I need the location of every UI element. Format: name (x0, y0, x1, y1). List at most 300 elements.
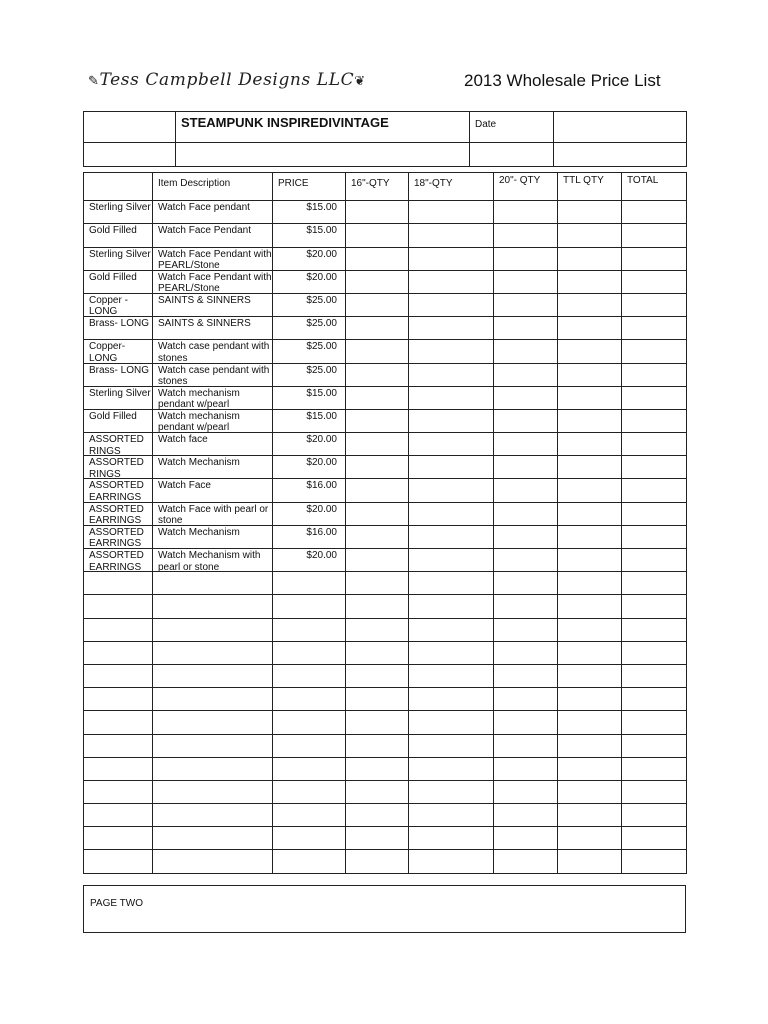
blank-cell[interactable] (494, 664, 558, 687)
quantity-input-cell[interactable] (558, 247, 622, 270)
blank-cell[interactable] (346, 827, 409, 850)
item-price-cell (273, 409, 346, 432)
column-header-label: 18"-QTY (414, 178, 453, 189)
blank-cell[interactable] (494, 641, 558, 664)
blank-cell[interactable] (622, 780, 687, 803)
blank-cell[interactable] (558, 688, 622, 711)
item-price: $16.00 (306, 480, 337, 492)
quantity-input-cell[interactable] (494, 525, 558, 548)
quantity-input-cell[interactable] (346, 340, 409, 363)
blank-cell[interactable] (558, 641, 622, 664)
blank-row (84, 711, 687, 734)
item-material: Copper - LONG (89, 294, 128, 316)
table-row (84, 386, 687, 409)
blank-cell[interactable] (84, 711, 153, 734)
blank-row (84, 780, 687, 803)
blank-cell[interactable] (273, 664, 346, 687)
item-price-cell (273, 317, 346, 340)
quantity-input-cell[interactable] (346, 317, 409, 340)
item-price-cell (273, 456, 346, 479)
blank-cell[interactable] (153, 850, 273, 873)
blank-cell[interactable] (622, 850, 687, 873)
item-material: ASSORTED EARRINGS (89, 550, 144, 571)
blank-cell[interactable] (346, 734, 409, 757)
blank-cell[interactable] (153, 757, 273, 780)
blank-cell[interactable] (494, 688, 558, 711)
quantity-input-cell[interactable] (622, 247, 687, 270)
item-material-cell (84, 317, 153, 340)
item-material-cell (84, 247, 153, 270)
quantity-input-cell[interactable] (346, 293, 409, 316)
item-price-cell (273, 270, 346, 293)
item-material-cell (84, 363, 153, 386)
blank-cell[interactable] (494, 711, 558, 734)
blank-cell[interactable] (409, 688, 494, 711)
blank-cell[interactable] (346, 711, 409, 734)
column-header-label: PRICE (278, 178, 309, 189)
quantity-input-cell[interactable] (494, 456, 558, 479)
blank-cell[interactable] (558, 757, 622, 780)
table-row (84, 340, 687, 363)
blank-cell[interactable] (153, 572, 273, 595)
item-price: $25.00 (306, 294, 337, 306)
blank-cell[interactable] (622, 734, 687, 757)
item-material-cell (84, 525, 153, 548)
blank-cell[interactable] (346, 688, 409, 711)
blank-cell[interactable] (273, 757, 346, 780)
blank-cell[interactable] (84, 827, 153, 850)
quantity-input-cell[interactable] (346, 433, 409, 456)
item-description: Watch face (158, 434, 208, 446)
quantity-input-cell[interactable] (622, 363, 687, 386)
date-label: Date (470, 112, 554, 143)
quantity-input-cell[interactable] (346, 247, 409, 270)
blank-cell[interactable] (622, 711, 687, 734)
blank-row (84, 734, 687, 757)
blank-cell[interactable] (409, 618, 494, 641)
blank-cell[interactable] (622, 664, 687, 687)
quantity-input-cell[interactable] (409, 456, 494, 479)
column-header (409, 173, 494, 201)
item-price: $20.00 (306, 434, 337, 446)
quantity-input-cell[interactable] (494, 386, 558, 409)
table-row (84, 409, 687, 432)
quantity-input-cell[interactable] (494, 270, 558, 293)
quantity-input-cell[interactable] (494, 293, 558, 316)
item-description-cell (153, 409, 273, 432)
column-header (153, 173, 273, 201)
quantity-input-cell[interactable] (622, 201, 687, 224)
blank-cell[interactable] (273, 780, 346, 803)
item-material: Copper- LONG (89, 341, 126, 363)
blank-row (84, 757, 687, 780)
blank-cell[interactable] (84, 572, 153, 595)
blank-cell[interactable] (494, 618, 558, 641)
blank-cell[interactable] (409, 757, 494, 780)
item-price: $25.00 (306, 318, 337, 330)
column-header-label: 16"-QTY (351, 178, 390, 189)
item-price-cell (273, 201, 346, 224)
item-material: Brass- LONG (89, 318, 150, 330)
blank-cell[interactable] (153, 641, 273, 664)
blank-cell[interactable] (409, 734, 494, 757)
item-material: ASSORTED EARRINGS (89, 526, 144, 548)
quantity-input-cell[interactable] (622, 386, 687, 409)
blank-cell[interactable] (558, 804, 622, 827)
column-header (558, 173, 622, 201)
quantity-input-cell[interactable] (494, 201, 558, 224)
item-material: Brass- LONG (89, 364, 150, 376)
item-material-cell (84, 201, 153, 224)
blank-cell[interactable] (346, 641, 409, 664)
quantity-input-cell[interactable] (409, 270, 494, 293)
blank-row (84, 827, 687, 850)
item-description: Watch Face (158, 480, 211, 492)
quantity-input-cell[interactable] (409, 479, 494, 502)
quantity-input-cell[interactable] (622, 340, 687, 363)
quantity-input-cell[interactable] (494, 549, 558, 572)
item-material: Sterling Silver (89, 387, 151, 399)
blank-cell[interactable] (273, 804, 346, 827)
quantity-input-cell[interactable] (346, 201, 409, 224)
blank-cell[interactable] (346, 850, 409, 873)
blank-cell[interactable] (273, 641, 346, 664)
quantity-input-cell[interactable] (622, 409, 687, 432)
item-price: $25.00 (306, 341, 337, 353)
order-info-table (83, 111, 687, 167)
blank-cell[interactable] (558, 664, 622, 687)
blank-cell[interactable] (273, 827, 346, 850)
blank-row (84, 618, 687, 641)
item-price-cell (273, 433, 346, 456)
quantity-input-cell[interactable] (409, 409, 494, 432)
quantity-input-cell[interactable] (346, 224, 409, 247)
item-material: Gold Filled (89, 225, 137, 237)
item-price: $20.00 (306, 503, 337, 515)
quantity-input-cell[interactable] (494, 224, 558, 247)
order-info-cell[interactable] (470, 143, 554, 167)
order-info-cell[interactable] (84, 143, 176, 167)
blank-cell[interactable] (409, 595, 494, 618)
quantity-input-cell[interactable] (494, 433, 558, 456)
date-field[interactable] (554, 112, 687, 143)
item-description-cell (153, 224, 273, 247)
column-header-label: Item Description (158, 178, 231, 189)
item-description: SAINTS & SINNERS (158, 318, 251, 330)
blank-cell[interactable] (346, 618, 409, 641)
quantity-input-cell[interactable] (346, 502, 409, 525)
column-header (84, 173, 153, 201)
column-header (494, 173, 558, 201)
item-price-cell (273, 479, 346, 502)
table-row (84, 456, 687, 479)
blank-cell[interactable] (409, 664, 494, 687)
quantity-input-cell[interactable] (409, 363, 494, 386)
item-price: $20.00 (306, 457, 337, 469)
blank-cell[interactable] (558, 595, 622, 618)
quantity-input-cell[interactable] (558, 409, 622, 432)
quantity-input-cell[interactable] (346, 525, 409, 548)
blank-cell[interactable] (84, 780, 153, 803)
quantity-input-cell[interactable] (494, 409, 558, 432)
item-price-cell (273, 340, 346, 363)
blank-cell[interactable] (346, 572, 409, 595)
blank-cell[interactable] (494, 734, 558, 757)
item-material-cell (84, 479, 153, 502)
item-description: Watch Face pendant (158, 202, 250, 214)
table-row (84, 247, 687, 270)
blank-cell[interactable] (558, 780, 622, 803)
blank-cell[interactable] (346, 780, 409, 803)
quantity-input-cell[interactable] (409, 293, 494, 316)
blank-cell[interactable] (494, 827, 558, 850)
item-description-cell (153, 502, 273, 525)
item-description: Watch Mechanism (158, 457, 240, 469)
blank-cell[interactable] (622, 827, 687, 850)
column-header-label: TOTAL (627, 175, 659, 186)
blank-cell[interactable] (84, 804, 153, 827)
quantity-input-cell[interactable] (558, 224, 622, 247)
table-row (84, 433, 687, 456)
item-price: $20.00 (306, 271, 337, 283)
quantity-input-cell[interactable] (558, 479, 622, 502)
quantity-input-cell[interactable] (494, 340, 558, 363)
quantity-input-cell[interactable] (409, 502, 494, 525)
quantity-input-cell[interactable] (622, 479, 687, 502)
blank-cell[interactable] (84, 757, 153, 780)
blank-cell[interactable] (409, 827, 494, 850)
quantity-input-cell[interactable] (494, 502, 558, 525)
quantity-input-cell[interactable] (409, 247, 494, 270)
item-material-cell (84, 433, 153, 456)
quantity-input-cell[interactable] (558, 270, 622, 293)
quantity-input-cell[interactable] (622, 293, 687, 316)
quantity-input-cell[interactable] (558, 456, 622, 479)
blank-cell[interactable] (273, 734, 346, 757)
item-description-cell (153, 293, 273, 316)
blank-cell[interactable] (622, 688, 687, 711)
blank-cell[interactable] (84, 641, 153, 664)
item-material-cell (84, 386, 153, 409)
item-description-cell (153, 363, 273, 386)
quantity-input-cell[interactable] (346, 479, 409, 502)
company-brand (88, 70, 366, 90)
blank-cell[interactable] (84, 664, 153, 687)
blank-cell[interactable] (273, 711, 346, 734)
quantity-input-cell[interactable] (622, 549, 687, 572)
quantity-input-cell[interactable] (622, 317, 687, 340)
item-price-cell (273, 386, 346, 409)
item-material: ASSORTED RINGS (89, 434, 144, 456)
blank-cell[interactable] (153, 804, 273, 827)
price-list-table (83, 172, 687, 874)
table-row (84, 549, 687, 572)
quantity-input-cell[interactable] (346, 386, 409, 409)
blank-cell[interactable] (84, 850, 153, 873)
blank-cell[interactable] (409, 711, 494, 734)
blank-cell[interactable] (494, 572, 558, 595)
blank-cell[interactable] (622, 757, 687, 780)
quantity-input-cell[interactable] (409, 201, 494, 224)
blank-cell[interactable] (558, 618, 622, 641)
item-price-cell (273, 224, 346, 247)
quantity-input-cell[interactable] (558, 525, 622, 548)
blank-cell[interactable] (273, 850, 346, 873)
blank-cell[interactable] (153, 664, 273, 687)
blank-cell[interactable] (346, 664, 409, 687)
item-description: Watch Mechanism with pearl or stone (158, 550, 261, 571)
quantity-input-cell[interactable] (409, 386, 494, 409)
quantity-input-cell[interactable] (494, 479, 558, 502)
item-material-cell (84, 340, 153, 363)
blank-cell[interactable] (558, 572, 622, 595)
blank-cell[interactable] (558, 850, 622, 873)
item-description-cell (153, 433, 273, 456)
column-header-label: 20"- QTY (499, 175, 541, 186)
blank-cell[interactable] (622, 618, 687, 641)
quantity-input-cell[interactable] (494, 317, 558, 340)
blank-cell[interactable] (622, 804, 687, 827)
quantity-input-cell[interactable] (558, 433, 622, 456)
page-two-box (83, 885, 686, 933)
quantity-input-cell[interactable] (494, 247, 558, 270)
blank-cell[interactable] (153, 688, 273, 711)
item-material: Sterling Silver (89, 202, 151, 214)
blank-cell[interactable] (409, 780, 494, 803)
quantity-input-cell[interactable] (558, 549, 622, 572)
blank-row (84, 664, 687, 687)
quantity-input-cell[interactable] (558, 502, 622, 525)
quantity-input-cell[interactable] (558, 293, 622, 316)
table-header-row (84, 173, 687, 201)
blank-cell[interactable] (622, 641, 687, 664)
blank-cell[interactable] (622, 572, 687, 595)
table-row (84, 224, 687, 247)
blank-cell[interactable] (84, 618, 153, 641)
blank-row (84, 641, 687, 664)
item-material: ASSORTED EARRINGS (89, 503, 144, 525)
quantity-input-cell[interactable] (558, 340, 622, 363)
quantity-input-cell[interactable] (409, 317, 494, 340)
quantity-input-cell[interactable] (558, 201, 622, 224)
quantity-input-cell[interactable] (346, 270, 409, 293)
item-description: Watch Face Pendant (158, 225, 252, 237)
blank-cell[interactable] (494, 804, 558, 827)
order-info-cell[interactable] (554, 143, 687, 167)
blank-cell[interactable] (273, 618, 346, 641)
table-row (84, 479, 687, 502)
company-name: Tess Campbell Designs LLC (99, 70, 355, 90)
blank-row (84, 850, 687, 873)
blank-cell[interactable] (409, 850, 494, 873)
item-material-cell (84, 456, 153, 479)
item-description-cell (153, 317, 273, 340)
blank-cell[interactable] (273, 595, 346, 618)
document-title: 2013 Wholesale Price List (464, 71, 661, 90)
quantity-input-cell[interactable] (558, 363, 622, 386)
quantity-input-cell[interactable] (622, 525, 687, 548)
table-row (84, 317, 687, 340)
quantity-input-cell[interactable] (346, 456, 409, 479)
item-material-cell (84, 293, 153, 316)
quantity-input-cell[interactable] (346, 363, 409, 386)
quantity-input-cell[interactable] (558, 386, 622, 409)
blank-cell[interactable] (494, 757, 558, 780)
quantity-input-cell[interactable] (622, 502, 687, 525)
blank-cell[interactable] (273, 572, 346, 595)
quantity-input-cell[interactable] (409, 525, 494, 548)
blank-cell[interactable] (346, 804, 409, 827)
table-row (84, 270, 687, 293)
quantity-input-cell[interactable] (622, 433, 687, 456)
item-price: $15.00 (306, 387, 337, 399)
item-description: SAINTS & SINNERS (158, 294, 251, 306)
blank-cell[interactable] (409, 572, 494, 595)
column-header (622, 173, 687, 201)
item-description: Watch mechanism pendant w/pearl (158, 410, 240, 432)
item-price-cell (273, 549, 346, 572)
blank-cell[interactable] (153, 827, 273, 850)
quantity-input-cell[interactable] (494, 363, 558, 386)
blank-cell[interactable] (346, 595, 409, 618)
blank-cell[interactable] (494, 850, 558, 873)
blank-cell[interactable] (153, 711, 273, 734)
item-material: Gold Filled (89, 271, 137, 283)
item-price-cell (273, 247, 346, 270)
blank-cell[interactable] (84, 688, 153, 711)
blank-cell[interactable] (494, 595, 558, 618)
item-description: Watch Mechanism (158, 526, 240, 538)
quantity-input-cell[interactable] (409, 549, 494, 572)
quantity-input-cell[interactable] (558, 317, 622, 340)
blank-cell[interactable] (494, 780, 558, 803)
quantity-input-cell[interactable] (409, 224, 494, 247)
blank-cell[interactable] (558, 734, 622, 757)
blank-cell[interactable] (558, 711, 622, 734)
item-material: Sterling Silver (89, 248, 151, 260)
item-material: ASSORTED EARRINGS (89, 480, 144, 502)
quantity-input-cell[interactable] (409, 433, 494, 456)
blank-cell[interactable] (346, 757, 409, 780)
blank-cell[interactable] (558, 827, 622, 850)
quantity-input-cell[interactable] (622, 224, 687, 247)
item-description-cell (153, 549, 273, 572)
quantity-input-cell[interactable] (622, 270, 687, 293)
blank-cell[interactable] (153, 618, 273, 641)
blank-cell[interactable] (273, 688, 346, 711)
blank-cell[interactable] (84, 734, 153, 757)
order-info-cell[interactable] (176, 143, 470, 167)
quantity-input-cell[interactable] (346, 409, 409, 432)
blank-cell[interactable] (409, 804, 494, 827)
blank-cell[interactable] (622, 595, 687, 618)
quantity-input-cell[interactable] (346, 549, 409, 572)
order-info-cell[interactable] (84, 112, 176, 143)
blank-cell[interactable] (153, 734, 273, 757)
blank-cell[interactable] (84, 595, 153, 618)
column-header-label: TTL QTY (563, 175, 604, 186)
blank-cell[interactable] (153, 780, 273, 803)
column-header (273, 173, 346, 201)
quantity-input-cell[interactable] (409, 340, 494, 363)
item-description-cell (153, 386, 273, 409)
item-price: $20.00 (306, 248, 337, 260)
flourish-right-icon: ❦ (354, 74, 366, 89)
blank-cell[interactable] (409, 641, 494, 664)
quantity-input-cell[interactable] (622, 456, 687, 479)
blank-cell[interactable] (153, 595, 273, 618)
item-price-cell (273, 293, 346, 316)
